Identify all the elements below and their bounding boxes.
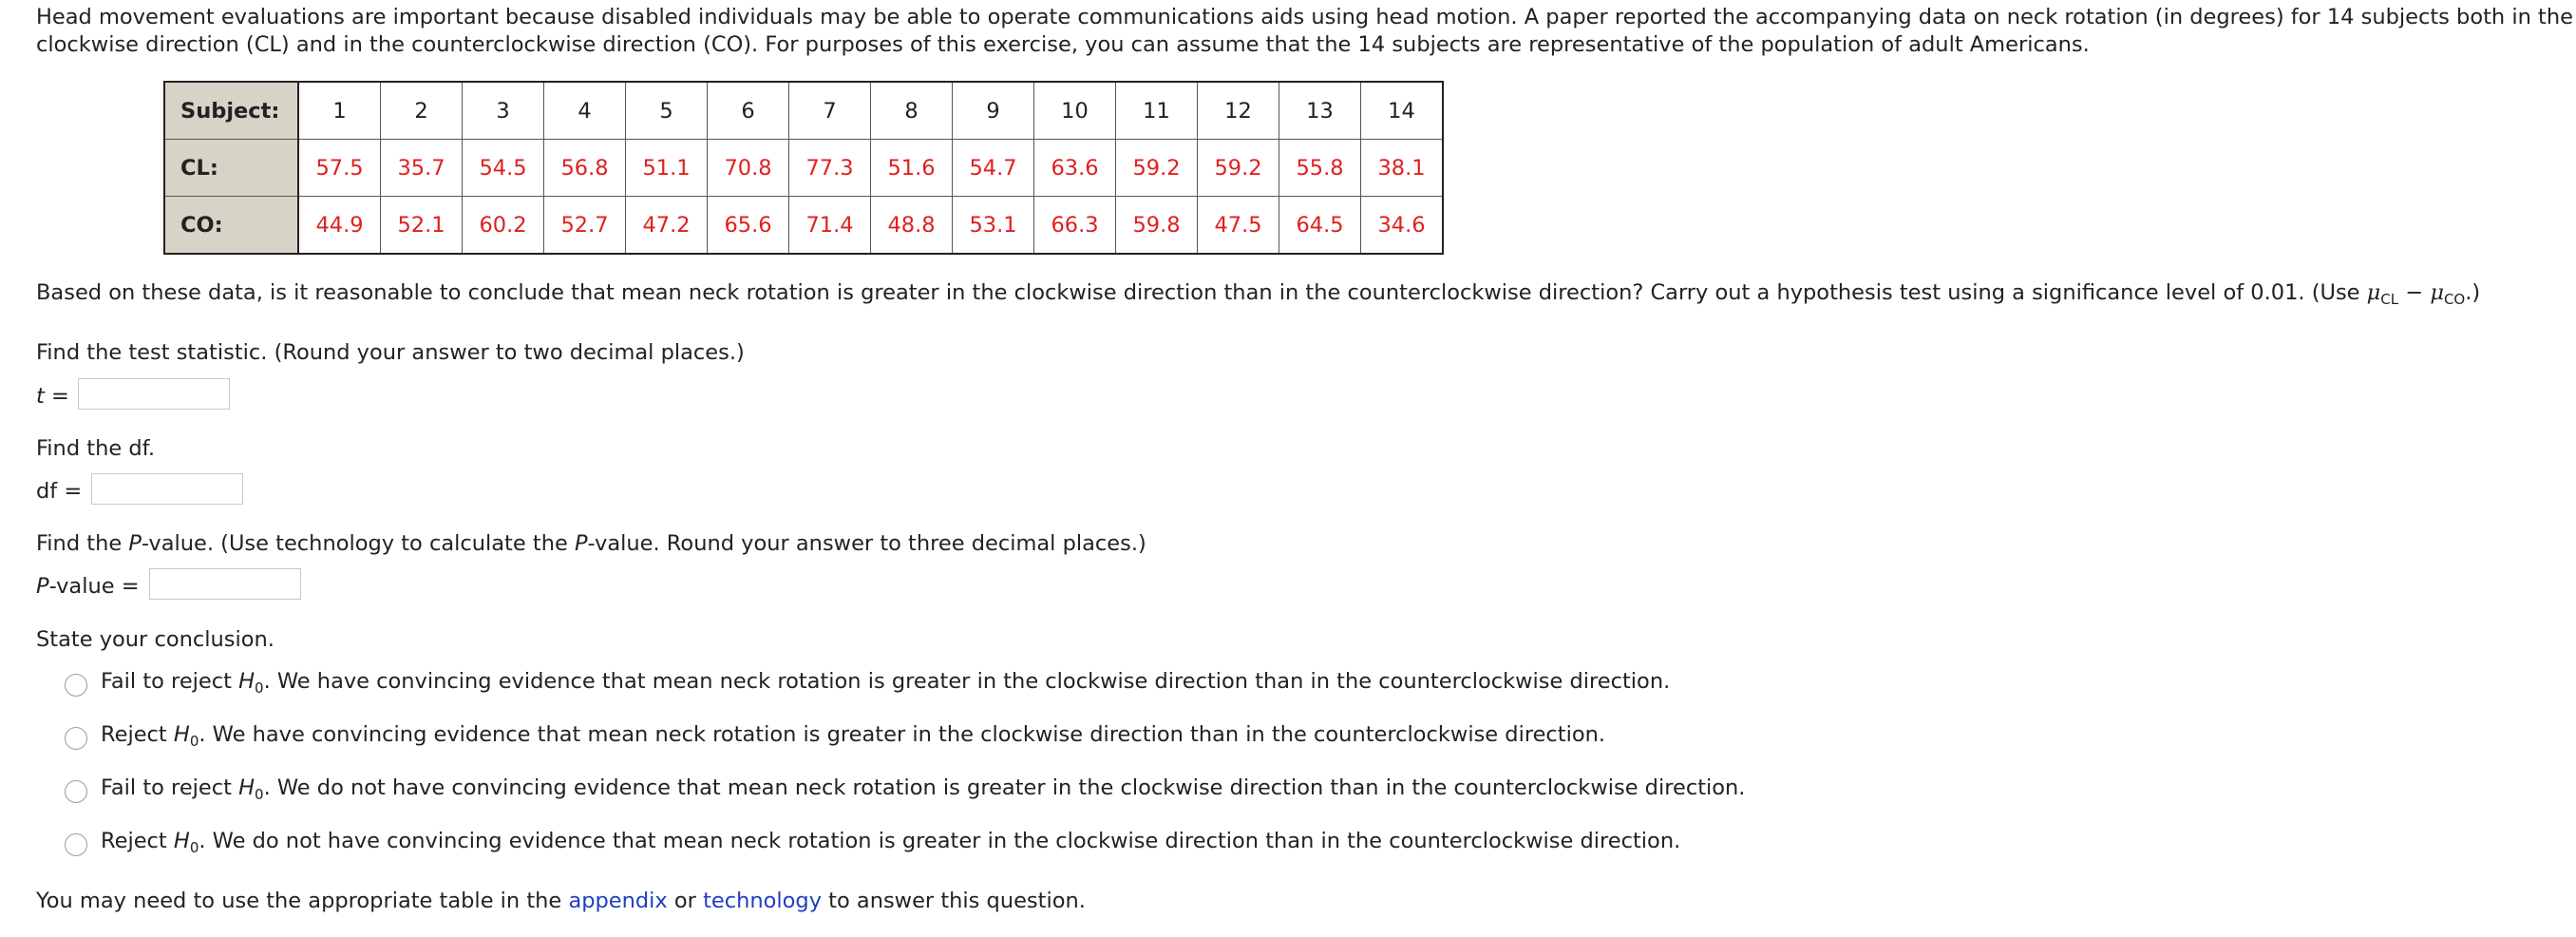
cl-value: 51.1 xyxy=(626,140,708,197)
subject-number: 2 xyxy=(381,82,463,140)
table-header-row xyxy=(164,82,1443,140)
cl-value: 59.2 xyxy=(1116,140,1198,197)
co-value: 48.8 xyxy=(871,197,953,255)
co-value: 66.3 xyxy=(1034,197,1116,255)
subject-number: 3 xyxy=(463,82,544,140)
subject-number: 9 xyxy=(953,82,1034,140)
subject-number: 7 xyxy=(789,82,871,140)
test-statistic-prompt: Find the test statistic. (Round your answer to two decimal places.) xyxy=(36,340,745,365)
t-label: t = xyxy=(36,384,69,409)
appendix-link[interactable]: appendix xyxy=(568,889,668,913)
cl-value: 55.8 xyxy=(1279,140,1361,197)
co-value: 47.5 xyxy=(1198,197,1279,255)
co-value: 44.9 xyxy=(298,197,381,255)
co-value: 60.2 xyxy=(463,197,544,255)
subject-number: 1 xyxy=(298,82,381,140)
cl-value: 38.1 xyxy=(1361,140,1444,197)
subject-number: 14 xyxy=(1361,82,1444,140)
df-prompt: Find the df. xyxy=(36,436,156,461)
cl-value: 54.7 xyxy=(953,140,1034,197)
subject-number: 11 xyxy=(1116,82,1198,140)
t-statistic-input[interactable] xyxy=(78,378,230,410)
co-value: 64.5 xyxy=(1279,197,1361,255)
subject-number: 8 xyxy=(871,82,953,140)
subject-header-label: Subject: xyxy=(164,82,298,140)
co-value: 34.6 xyxy=(1361,197,1444,255)
cl-value: 51.6 xyxy=(871,140,953,197)
cl-value: 56.8 xyxy=(544,140,626,197)
question-text: Based on these data, is it reasonable to conclude that mean neck rotation is greater in the clockwise direction than in the counterclockwise direction? Carry out a hypothesis test using a significance level of 0.01. (Use $\mu_{CL} - \mu_{CO}$.) xyxy=(36,280,2481,308)
conclusion-prompt: State your conclusion. xyxy=(36,627,275,652)
co-value: 52.1 xyxy=(381,197,463,255)
conclusion-option-2[interactable]: Reject $H_0$. We have convincing evidence that mean neck rotation is greater in the clockwise direction than in the counterclockwise direction. xyxy=(101,722,1606,750)
conclusion-radio-1[interactable] xyxy=(65,674,87,697)
conclusion-option-3[interactable]: Fail to reject $H_0$. We do not have convincing evidence that mean neck rotation is greater in the clockwise direction than in the counterclockwise direction. xyxy=(101,775,1746,803)
subject-number: 12 xyxy=(1198,82,1279,140)
conclusion-option-1[interactable]: Fail to reject $H_0$. We have convincing evidence that mean neck rotation is greater in the clockwise direction than in the counterclockwise direction. xyxy=(101,669,1671,697)
conclusion-radio-2[interactable] xyxy=(65,727,87,750)
subject-number: 10 xyxy=(1034,82,1116,140)
co-row xyxy=(164,197,1443,255)
co-value: 47.2 xyxy=(626,197,708,255)
technology-link[interactable]: technology xyxy=(703,889,823,913)
co-value: 52.7 xyxy=(544,197,626,255)
co-value: 71.4 xyxy=(789,197,871,255)
p-value-prompt: Find the P-value. (Use technology to calculate the P-value. Round your answer to three decimal places.) xyxy=(36,531,1146,556)
cl-value: 63.6 xyxy=(1034,140,1116,197)
subject-number: 4 xyxy=(544,82,626,140)
conclusion-option-4[interactable]: Reject $H_0$. We do not have convincing evidence that mean neck rotation is greater in the clockwise direction than in the counterclockwise direction. xyxy=(101,829,1681,856)
subject-number: 5 xyxy=(626,82,708,140)
subject-number: 6 xyxy=(708,82,789,140)
conclusion-radio-4[interactable] xyxy=(65,833,87,856)
cl-value: 54.5 xyxy=(463,140,544,197)
cl-value: 35.7 xyxy=(381,140,463,197)
footer-note: You may need to use the appropriate table in the appendix or technology to answer this question. xyxy=(36,889,1086,913)
co-value: 59.8 xyxy=(1116,197,1198,255)
intro-line-2: clockwise direction (CL) and in the counterclockwise direction (CO). For purposes of this exercise, you can assume that the 14 subjects are representative of the population of adult Americans. xyxy=(36,32,2090,57)
intro-line-1: Head movement evaluations are important because disabled individuals may be able to operate communications aids using head motion. A paper reported the accompanying data on neck rotation (in degrees) for 14 subjects both in the xyxy=(36,5,2573,29)
p-value-label: P-value = xyxy=(36,574,140,599)
neck-rotation-table xyxy=(163,81,1444,255)
co-value: 53.1 xyxy=(953,197,1034,255)
p-value-input[interactable] xyxy=(149,568,301,600)
co-row-label: CO: xyxy=(164,197,298,255)
cl-value: 77.3 xyxy=(789,140,871,197)
co-value: 65.6 xyxy=(708,197,789,255)
cl-row-label: CL: xyxy=(164,140,298,197)
problem-intro xyxy=(36,4,2573,59)
df-label: df = xyxy=(36,479,83,504)
conclusion-radio-3[interactable] xyxy=(65,780,87,803)
df-input[interactable] xyxy=(91,473,243,505)
cl-value: 70.8 xyxy=(708,140,789,197)
cl-value: 57.5 xyxy=(298,140,381,197)
cl-row xyxy=(164,140,1443,197)
cl-value: 59.2 xyxy=(1198,140,1279,197)
subject-number: 13 xyxy=(1279,82,1361,140)
